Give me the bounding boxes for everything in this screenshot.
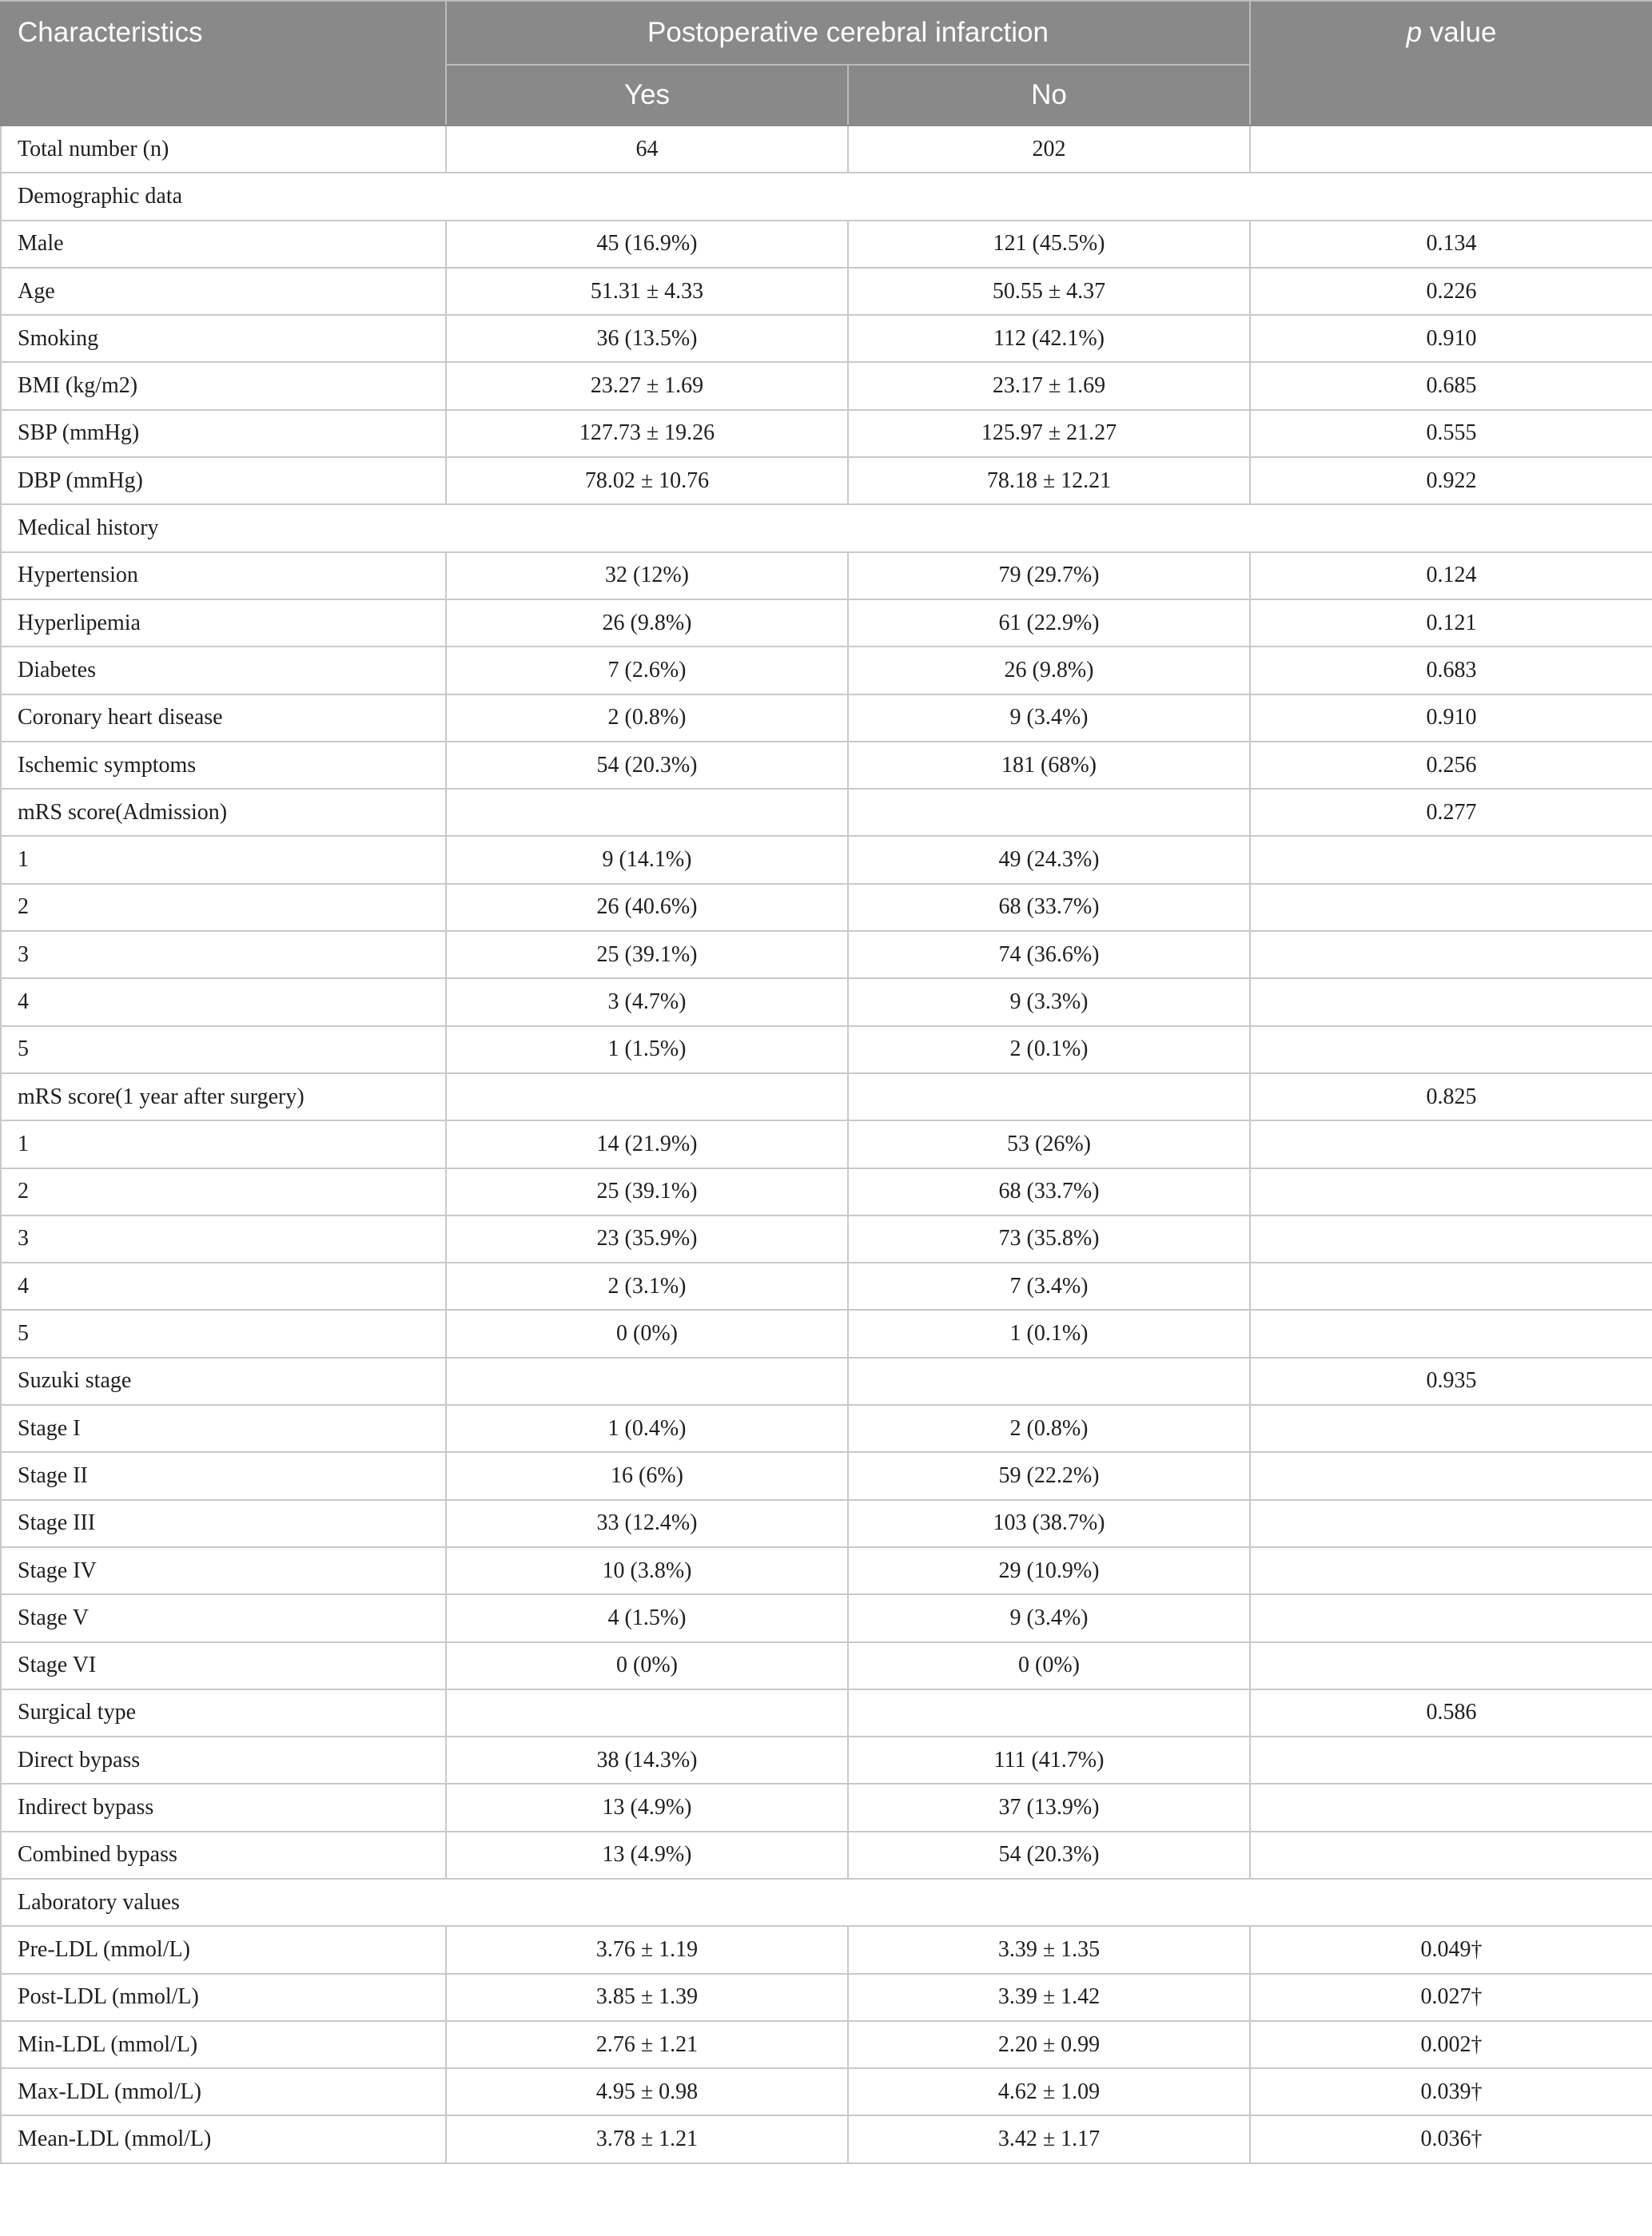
table-row bbox=[1, 978, 1652, 1025]
cell-no: 26 (9.8%) bbox=[848, 647, 1250, 694]
cell-no: 29 (10.9%) bbox=[848, 1547, 1250, 1594]
row-label: 1 bbox=[1, 1120, 446, 1168]
cell-p-value: 0.555 bbox=[1250, 410, 1652, 457]
row-label: 1 bbox=[1, 836, 446, 883]
cell-p-value bbox=[1250, 1026, 1652, 1073]
table-row bbox=[1, 1547, 1652, 1594]
cell-no bbox=[848, 1689, 1250, 1737]
cell-p-value: 0.124 bbox=[1250, 552, 1652, 599]
cell-p-value: 0.121 bbox=[1250, 599, 1652, 647]
cell-p-value: 0.910 bbox=[1250, 694, 1652, 742]
row-label: Coronary heart disease bbox=[1, 694, 446, 742]
cell-p-value bbox=[1250, 1310, 1652, 1357]
cell-yes: 4 (1.5%) bbox=[446, 1594, 848, 1641]
row-label: Ischemic symptoms bbox=[1, 742, 446, 789]
cell-yes: 13 (4.9%) bbox=[446, 1784, 848, 1831]
table-row bbox=[1, 457, 1652, 504]
cell-yes bbox=[446, 1073, 848, 1120]
table-row bbox=[1, 599, 1652, 647]
cell-yes: 3.76 ± 1.19 bbox=[446, 1926, 848, 1973]
table-row bbox=[1, 931, 1652, 978]
table-row bbox=[1, 1263, 1652, 1310]
cell-yes: 26 (40.6%) bbox=[446, 884, 848, 931]
cell-no: 2.20 ± 0.99 bbox=[848, 2021, 1250, 2068]
cell-p-value bbox=[1250, 125, 1652, 173]
cell-p-value: 0.825 bbox=[1250, 1073, 1652, 1120]
cell-yes: 54 (20.3%) bbox=[446, 742, 848, 789]
table-row bbox=[1, 1120, 1652, 1168]
row-label: Stage VI bbox=[1, 1642, 446, 1689]
row-label: 5 bbox=[1, 1026, 446, 1073]
cell-no: 61 (22.9%) bbox=[848, 599, 1250, 647]
row-label: Hyperlipemia bbox=[1, 599, 446, 647]
cell-yes: 1 (0.4%) bbox=[446, 1405, 848, 1452]
table-row bbox=[1, 1689, 1652, 1737]
cell-p-value bbox=[1250, 836, 1652, 883]
cell-no: 9 (3.4%) bbox=[848, 694, 1250, 742]
header-no: No bbox=[848, 65, 1250, 125]
cell-no: 111 (41.7%) bbox=[848, 1737, 1250, 1784]
table-row bbox=[1, 1737, 1652, 1784]
row-label: SBP (mmHg) bbox=[1, 410, 446, 457]
cell-no: 112 (42.1%) bbox=[848, 315, 1250, 362]
cell-yes bbox=[446, 789, 848, 836]
cell-no: 53 (26%) bbox=[848, 1120, 1250, 1168]
cell-yes: 3.85 ± 1.39 bbox=[446, 1974, 848, 2021]
cell-yes: 13 (4.9%) bbox=[446, 1832, 848, 1879]
cell-no: 74 (36.6%) bbox=[848, 931, 1250, 978]
cell-no: 181 (68%) bbox=[848, 742, 1250, 789]
cell-yes: 9 (14.1%) bbox=[446, 836, 848, 883]
cell-no: 79 (29.7%) bbox=[848, 552, 1250, 599]
cell-p-value bbox=[1250, 978, 1652, 1025]
cell-p-value bbox=[1250, 1784, 1652, 1831]
cell-yes: 26 (9.8%) bbox=[446, 599, 848, 647]
cell-no: 54 (20.3%) bbox=[848, 1832, 1250, 1879]
cell-p-value: 0.002† bbox=[1250, 2021, 1652, 2068]
cell-yes: 3.78 ± 1.21 bbox=[446, 2115, 848, 2162]
row-label: 5 bbox=[1, 1310, 446, 1357]
row-label: 4 bbox=[1, 978, 446, 1025]
row-label: 3 bbox=[1, 931, 446, 978]
row-label: Stage III bbox=[1, 1500, 446, 1547]
cell-no: 2 (0.1%) bbox=[848, 1026, 1250, 1073]
cell-p-value: 0.039† bbox=[1250, 2068, 1652, 2115]
cell-yes: 45 (16.9%) bbox=[446, 221, 848, 268]
cell-yes: 78.02 ± 10.76 bbox=[446, 457, 848, 504]
row-label: Surgical type bbox=[1, 1689, 446, 1737]
row-label: Indirect bypass bbox=[1, 1784, 446, 1831]
table-row bbox=[1, 2115, 1652, 2162]
row-label: Max-LDL (mmol/L) bbox=[1, 2068, 446, 2115]
row-label: Mean-LDL (mmol/L) bbox=[1, 2115, 446, 2162]
cell-no: 59 (22.2%) bbox=[848, 1452, 1250, 1499]
cell-yes: 25 (39.1%) bbox=[446, 1168, 848, 1215]
table-row bbox=[1, 1073, 1652, 1120]
cell-p-value: 0.036† bbox=[1250, 2115, 1652, 2162]
table-row bbox=[1, 552, 1652, 599]
cell-yes bbox=[446, 1689, 848, 1737]
cell-p-value: 0.049† bbox=[1250, 1926, 1652, 1973]
cell-p-value bbox=[1250, 1500, 1652, 1547]
cell-no bbox=[848, 1073, 1250, 1120]
table-row bbox=[1, 410, 1652, 457]
cell-no: 49 (24.3%) bbox=[848, 836, 1250, 883]
section-row bbox=[1, 1879, 1652, 1926]
cell-no: 0 (0%) bbox=[848, 1642, 1250, 1689]
cell-p-value: 0.935 bbox=[1250, 1358, 1652, 1405]
cell-yes: 0 (0%) bbox=[446, 1642, 848, 1689]
cell-no: 50.55 ± 4.37 bbox=[848, 268, 1250, 315]
row-label: Hypertension bbox=[1, 552, 446, 599]
cell-p-value bbox=[1250, 1594, 1652, 1641]
cell-p-value: 0.586 bbox=[1250, 1689, 1652, 1737]
cell-p-value bbox=[1250, 1263, 1652, 1310]
cell-no: 2 (0.8%) bbox=[848, 1405, 1250, 1452]
cell-p-value bbox=[1250, 1737, 1652, 1784]
row-label: Direct bypass bbox=[1, 1737, 446, 1784]
header-characteristics: Characteristics bbox=[1, 1, 446, 125]
cell-p-value bbox=[1250, 1215, 1652, 1263]
cell-no: 23.17 ± 1.69 bbox=[848, 362, 1250, 409]
section-row bbox=[1, 173, 1652, 220]
cell-no: 68 (33.7%) bbox=[848, 1168, 1250, 1215]
cell-yes: 25 (39.1%) bbox=[446, 931, 848, 978]
row-label: mRS score(1 year after surgery) bbox=[1, 1073, 446, 1120]
table-row bbox=[1, 789, 1652, 836]
row-label: Male bbox=[1, 221, 446, 268]
cell-no: 37 (13.9%) bbox=[848, 1784, 1250, 1831]
cell-p-value: 0.922 bbox=[1250, 457, 1652, 504]
row-label: Min-LDL (mmol/L) bbox=[1, 2021, 446, 2068]
header-p-rest: value bbox=[1422, 17, 1497, 48]
table-row bbox=[1, 1405, 1652, 1452]
row-label: 2 bbox=[1, 884, 446, 931]
cell-p-value bbox=[1250, 1452, 1652, 1499]
row-label: Stage IV bbox=[1, 1547, 446, 1594]
table-header bbox=[1, 1, 1652, 125]
table-row bbox=[1, 221, 1652, 268]
cell-no: 68 (33.7%) bbox=[848, 884, 1250, 931]
table-row bbox=[1, 362, 1652, 409]
table-row bbox=[1, 647, 1652, 694]
cell-yes: 23 (35.9%) bbox=[446, 1215, 848, 1263]
table-row bbox=[1, 1310, 1652, 1357]
cell-no: 78.18 ± 12.21 bbox=[848, 457, 1250, 504]
table-row bbox=[1, 1784, 1652, 1831]
row-label: Suzuki stage bbox=[1, 1358, 446, 1405]
table-row bbox=[1, 1832, 1652, 1879]
row-label: Stage V bbox=[1, 1594, 446, 1641]
cell-yes: 4.95 ± 0.98 bbox=[446, 2068, 848, 2115]
cell-no: 103 (38.7%) bbox=[848, 1500, 1250, 1547]
cell-p-value: 0.277 bbox=[1250, 789, 1652, 836]
cell-yes: 64 bbox=[446, 125, 848, 173]
table-row bbox=[1, 836, 1652, 883]
table-row bbox=[1, 1500, 1652, 1547]
header-p-value bbox=[1250, 1, 1652, 125]
cell-no: 3.39 ± 1.35 bbox=[848, 1926, 1250, 1973]
section-row bbox=[1, 504, 1652, 551]
row-label: Stage I bbox=[1, 1405, 446, 1452]
cell-yes: 3 (4.7%) bbox=[446, 978, 848, 1025]
cell-yes: 36 (13.5%) bbox=[446, 315, 848, 362]
cell-no: 125.97 ± 21.27 bbox=[848, 410, 1250, 457]
cell-p-value bbox=[1250, 1168, 1652, 1215]
cell-yes: 38 (14.3%) bbox=[446, 1737, 848, 1784]
cell-yes: 51.31 ± 4.33 bbox=[446, 268, 848, 315]
table-row bbox=[1, 1358, 1652, 1405]
cell-yes: 0 (0%) bbox=[446, 1310, 848, 1357]
cell-p-value bbox=[1250, 1120, 1652, 1168]
cell-yes: 1 (1.5%) bbox=[446, 1026, 848, 1073]
cell-p-value bbox=[1250, 931, 1652, 978]
table-row bbox=[1, 1452, 1652, 1499]
table-row bbox=[1, 2021, 1652, 2068]
table-row bbox=[1, 694, 1652, 742]
cell-p-value: 0.910 bbox=[1250, 315, 1652, 362]
table-row bbox=[1, 1926, 1652, 1973]
cell-yes: 2 (3.1%) bbox=[446, 1263, 848, 1310]
header-postoperative-cerebral-infarction: Postoperative cerebral infarction bbox=[446, 1, 1250, 65]
cell-no: 4.62 ± 1.09 bbox=[848, 2068, 1250, 2115]
table-row bbox=[1, 742, 1652, 789]
cell-no: 7 (3.4%) bbox=[848, 1263, 1250, 1310]
cell-yes: 10 (3.8%) bbox=[446, 1547, 848, 1594]
cell-yes: 14 (21.9%) bbox=[446, 1120, 848, 1168]
row-label: mRS score(Admission) bbox=[1, 789, 446, 836]
cell-p-value: 0.256 bbox=[1250, 742, 1652, 789]
cell-p-value: 0.134 bbox=[1250, 221, 1652, 268]
cell-p-value: 0.685 bbox=[1250, 362, 1652, 409]
cell-no: 1 (0.1%) bbox=[848, 1310, 1250, 1357]
cell-yes: 23.27 ± 1.69 bbox=[446, 362, 848, 409]
header-p-italic: p bbox=[1406, 17, 1423, 48]
section-label: Medical history bbox=[1, 504, 1652, 551]
table-row bbox=[1, 1642, 1652, 1689]
cell-no: 3.42 ± 1.17 bbox=[848, 2115, 1250, 2162]
cell-no: 9 (3.4%) bbox=[848, 1594, 1250, 1641]
cell-yes: 127.73 ± 19.26 bbox=[446, 410, 848, 457]
row-label: Smoking bbox=[1, 315, 446, 362]
cell-yes: 2.76 ± 1.21 bbox=[446, 2021, 848, 2068]
cell-yes: 16 (6%) bbox=[446, 1452, 848, 1499]
cell-p-value bbox=[1250, 1405, 1652, 1452]
section-label: Laboratory values bbox=[1, 1879, 1652, 1926]
row-label: Diabetes bbox=[1, 647, 446, 694]
table-row bbox=[1, 884, 1652, 931]
section-label: Demographic data bbox=[1, 173, 1652, 220]
row-label: DBP (mmHg) bbox=[1, 457, 446, 504]
cell-p-value bbox=[1250, 884, 1652, 931]
table-row bbox=[1, 1168, 1652, 1215]
cell-p-value bbox=[1250, 1547, 1652, 1594]
row-label: 2 bbox=[1, 1168, 446, 1215]
cell-p-value: 0.226 bbox=[1250, 268, 1652, 315]
cell-no: 121 (45.5%) bbox=[848, 221, 1250, 268]
row-label: Pre-LDL (mmol/L) bbox=[1, 1926, 446, 1973]
table-row bbox=[1, 1215, 1652, 1263]
cell-no: 202 bbox=[848, 125, 1250, 173]
cell-no: 73 (35.8%) bbox=[848, 1215, 1250, 1263]
row-label: Total number (n) bbox=[1, 125, 446, 173]
cell-yes: 33 (12.4%) bbox=[446, 1500, 848, 1547]
cell-yes: 32 (12%) bbox=[446, 552, 848, 599]
table-row bbox=[1, 125, 1652, 173]
table-row bbox=[1, 315, 1652, 362]
table-row bbox=[1, 1026, 1652, 1073]
table-row bbox=[1, 2068, 1652, 2115]
cell-no: 3.39 ± 1.42 bbox=[848, 1974, 1250, 2021]
cell-no: 9 (3.3%) bbox=[848, 978, 1250, 1025]
row-label: Combined bypass bbox=[1, 1832, 446, 1879]
table-row bbox=[1, 1974, 1652, 2021]
cell-p-value bbox=[1250, 1642, 1652, 1689]
row-label: BMI (kg/m2) bbox=[1, 362, 446, 409]
cell-p-value bbox=[1250, 1832, 1652, 1879]
cell-yes bbox=[446, 1358, 848, 1405]
cell-yes: 7 (2.6%) bbox=[446, 647, 848, 694]
cell-no bbox=[848, 789, 1250, 836]
cell-no bbox=[848, 1358, 1250, 1405]
table-row bbox=[1, 1594, 1652, 1641]
cell-p-value: 0.027† bbox=[1250, 1974, 1652, 2021]
row-label: 3 bbox=[1, 1215, 446, 1263]
cell-yes: 2 (0.8%) bbox=[446, 694, 848, 742]
row-label: Stage II bbox=[1, 1452, 446, 1499]
table-body bbox=[1, 125, 1652, 2163]
cell-p-value: 0.683 bbox=[1250, 647, 1652, 694]
row-label: Age bbox=[1, 268, 446, 315]
row-label: 4 bbox=[1, 1263, 446, 1310]
row-label: Post-LDL (mmol/L) bbox=[1, 1974, 446, 2021]
table-row bbox=[1, 268, 1652, 315]
header-yes: Yes bbox=[446, 65, 848, 125]
